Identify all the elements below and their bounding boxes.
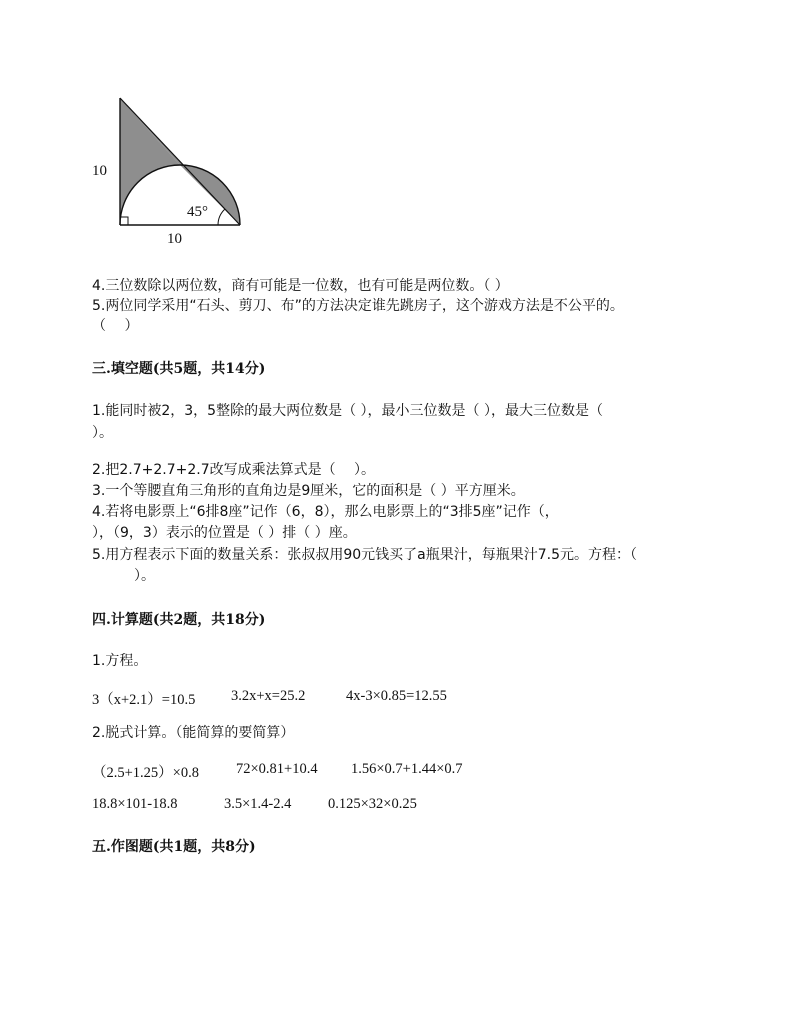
q4-2-expr-6: 0.125×32×0.25: [328, 796, 417, 812]
q4-2-expr-4: 18.8×101-18.8: [92, 796, 178, 812]
q4-2-expr-3: 1.56×0.7+1.44×0.7: [351, 761, 463, 777]
q3-2-text: 2.把2.7+2.7+2.7改写成乘法算式是（ ）。: [92, 462, 376, 478]
q4-2-expr-2: 72×0.81+10.4: [236, 761, 318, 777]
section-header-calculation: 四.计算题(共2题，共18分): [92, 612, 266, 628]
q4-2-expr-5: 3.5×1.4-2.4: [224, 796, 292, 812]
q4-1-equation-3: 4x-3×0.85=12.55: [346, 688, 447, 704]
section-header-drawing: 五.作图题(共1题，共8分): [92, 839, 256, 855]
q2-5-text-line2: （ ）: [92, 318, 139, 334]
q4-2-title: 2.脱式计算。（能简算的要简算）: [92, 725, 295, 741]
q4-1-equation-2: 3.2x+x=25.2: [231, 688, 306, 704]
figure-left-label: 10: [92, 163, 107, 179]
section-header-fill-blank: 三.填空题(共5题，共14分): [92, 361, 266, 377]
q3-4-text-line2: ），（9，3）表示的位置是（ ）排（ ）座。: [92, 525, 357, 541]
q4-1-title: 1.方程。: [92, 653, 148, 669]
q3-5-text-line1: 5.用方程表示下面的数量关系：张叔叔用90元钱买了a瓶果汁，每瓶果汁7.5元。方程：（: [92, 547, 638, 563]
q4-2-expr-1: （2.5+1.25）×0.8: [92, 765, 199, 781]
q3-5-text-line2: ）。: [92, 568, 155, 584]
q2-5-text-line1: 5.两位同学采用“石头、剪刀、布”的方法决定谁先跳房子，这个游戏方法是不公平的。: [92, 298, 624, 314]
figure-angle-label: 45°: [187, 204, 208, 220]
q4-1-equation-1: 3（x+2.1）=10.5: [92, 692, 196, 708]
q2-4-text: 4.三位数除以两位数，商有可能是一位数，也有可能是两位数。（ ）: [92, 278, 509, 294]
q3-1-text-line2: ）。: [92, 425, 113, 441]
q3-1-text-line1: 1.能同时被2，3，5整除的最大两位数是（ ），最小三位数是（ ），最大三位数是（: [92, 403, 603, 419]
figure-bottom-label: 10: [167, 231, 182, 247]
q3-4-text-line1: 4.若将电影票上“6排8座”记作（6，8），那么电影票上的“3排5座”记作（，: [92, 504, 559, 520]
q3-3-text: 3.一个等腰直角三角形的直角边是9厘米，它的面积是（ ）平方厘米。: [92, 483, 525, 499]
geometry-figure: [88, 92, 258, 252]
